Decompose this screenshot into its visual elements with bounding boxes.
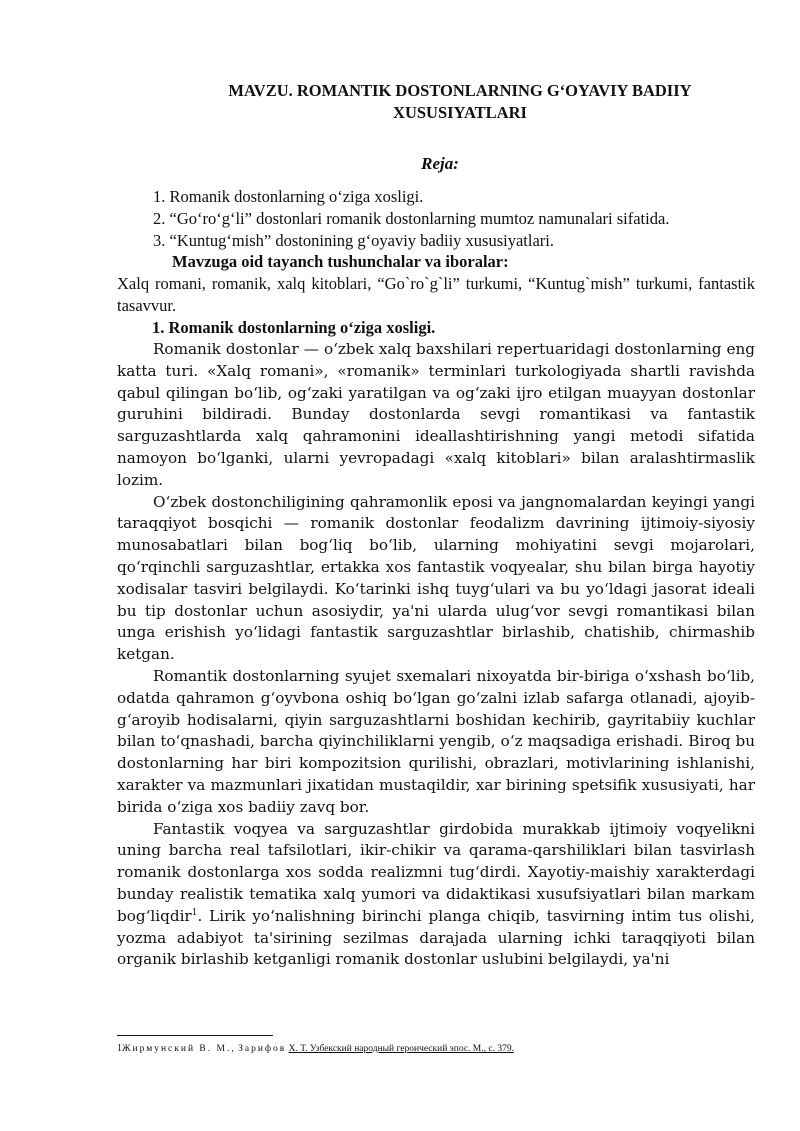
plan-list — [153, 186, 669, 252]
footnote-marker[interactable]: 1 — [191, 907, 198, 918]
paragraph: Fantastik voqyea va sarguzashtlar girdobida murakkab ijtimoiy voqyelikni uning barcha real tafsilotlari, ikir-chikir va qarama-qarshiliklari bilan tasvirlash romanik dostonlarga xos sodda realizmni tug‘dirdi. Xayotiy-maishiy xarakterdagi bunday realistik tematika xalq yumori va didaktikasi xusufsiyatlari bilan markam bog‘liqdir$^1$. Lirik yo‘nalishning birinchi planga chiqib, tasvirning intim tus olishi, yozma adabiyot ta'sirining sezilmas darajada ularning ichki taraqqiyoti bilan organik birlashib ketganligi romanik dostonlar uslubini belgilaydi, ya'ni — [117, 819, 755, 969]
paragraph-text: Fantastik voqyea va sarguzashtlar girdobida murakkab ijtimoiy voqyelikni uning barcha real tafsilotlari, ikir-chikir va qarama-qarshiliklari bilan tasvirlash romanik dostonlarga xos sodda realizmni tug‘dirdi. Xayotiy-maishiy xarakterdagi bunday realistik tematika xalq yumori va didaktikasi xusufsiyatlari bilan markam bog‘liqdir — [117, 819, 755, 925]
paragraph: O‘zbek dostonchiligining qahramonlik eposi va jangnomalardan keyingi yangi taraqqiyot bosqichi — romanik dostonlar feodalizm davrining ijtimoiy-siyosiy munosabatlari bilan bog‘liq bo‘lib, ularning mohiyatini sevgi mojarolari, qo‘rqinchli sarguzashtlar, ertakka xos fantastik voqyealar, shu bilan birga hayotiy xodisalar tasviri belgilaydi. Ko‘tarinki ishq tuyg‘ulari va bu yo‘ldagi jasorat ideali bu tip dostonlar uchun asosiydir, ya'ni ularda ulug‘vor sevgi romantikasi bilan unga erishish yo‘lidagi fantastik sarguzashtlar birlashib, chatishib, chirmashib ketgan. — [117, 492, 755, 664]
plan-item: 3. “Kuntug‘mish” dostonining g‘oyaviy badiiy xususiyatlari. — [153, 231, 554, 250]
footnote — [117, 1043, 514, 1055]
section-heading: 1. Romanik dostonlarning o‘ziga xosligi. — [152, 318, 436, 337]
body-text — [117, 339, 755, 971]
footnote-author: Жирмунский В. М., — [122, 1044, 236, 1054]
footnote-author: Зарифов — [238, 1044, 287, 1054]
plan-item: 1. Romanik dostonlarning o‘ziga xosligi. — [153, 187, 424, 206]
paragraph: Romanik dostonlar — o‘zbek xalq baxshilari repertuaridagi dostonlarning eng katta turi. «Xalq romani», «romanik» terminlari turkologiyada shartli ravishda qabul qilingan bo‘lib, og‘zaki yaratilgan va og‘zaki ijro etilgan muayyan dostonlar guruhini bildiradi. Bunday dostonlarda sevgi romantikasi va fantastik sarguzashtlarda xalq qahramonini ideallashtirishning yangi metodi sifatida namoyon bo‘lganki, ularni yevropadagi «xalq kitoblari» bilan aralashtirmaslik lozim. — [117, 340, 755, 489]
footnote-citation[interactable]: Х. Т. Узбекский народный героический эпос. М., с. 379. — [288, 1044, 514, 1054]
concepts-heading: Mavzuga oid tayanch tushunchalar va iboralar: — [172, 252, 509, 271]
document-title: MAVZU. ROMANTIK DOSTONLARNING G‘OYAVIY BADIIY XUSUSIYATLARI — [228, 81, 692, 122]
footnote-divider — [117, 1035, 273, 1036]
footnote-number: 1 — [117, 1043, 122, 1054]
plan-item: 2. “Go‘ro‘g‘li” dostonlari romanik dostonlarning mumtoz namunalari sifatida. — [153, 209, 670, 228]
paragraph-text-continued: Lirik yo‘nalishning birinchi planga chiqib, tasvirning intim tus olishi, yozma adabiyot ta'sirining sezilmas darajada ularning ichki taraqqiyoti bilan organik birlashib ketganligi romanik dostonlar uslubini belgilaydi, ya'ni — [117, 906, 755, 969]
concepts-text: Xalq romani, romanik, xalq kitoblari, “Go`ro`g`li” turkumi, “Kuntug`mish” turkumi, fantastik tasavvur. — [117, 274, 755, 315]
plan-label: Reja: — [421, 154, 459, 173]
paragraph: Romantik dostonlarning syujet sxemalari nixoyatda bir-biriga o‘xshash bo‘lib, odatda qahramon g‘oyvbona oshiq bo‘lgan go‘zalni izlab safarga otlanadi, ajoyib-g‘aroyib hodisalarni, qiyin sarguzashtlarni boshidan kechirib, gayritabiiy kuchlar bilan to‘qnashadi, barcha qiyinchiliklarni yengib, o‘z maqsadiga erishadi. Biroq bu dostonlarning har biri kompozitsion qurilishi, obrazlari, motivlarining ishlanishi, xarakter va mazmunlari jixatidan mustaqildir, xar birining spetsifik xususiyati, har birida o‘ziga xos badiiy zavq bor. — [117, 666, 755, 816]
